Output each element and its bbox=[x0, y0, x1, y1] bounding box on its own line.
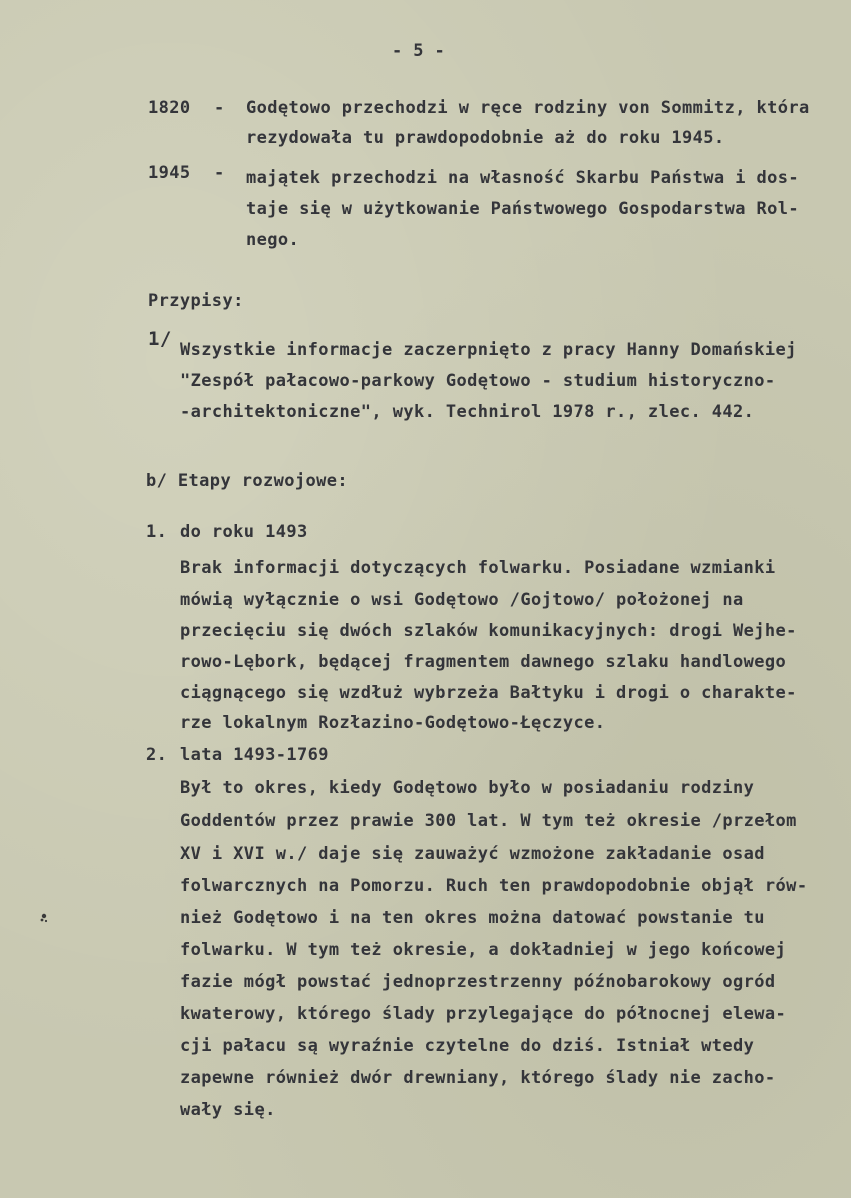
entry-line: rezydowała tu prawdopodobnie aż do roku 1945. bbox=[246, 128, 725, 148]
footnote-line: "Zespół pałacowo-parkowy Godętowo - studium historyczno- bbox=[180, 371, 776, 391]
stage-title: lata 1493-1769 bbox=[180, 745, 329, 765]
footnotes-heading: Przypisy: bbox=[148, 291, 244, 311]
stage-line: XV i XVI w./ daje się zauważyć wzmożone zakładanie osad bbox=[180, 844, 765, 864]
stage-title: do roku 1493 bbox=[180, 522, 308, 542]
stage-line: nież Godętowo i na ten okres można datować powstanie tu bbox=[180, 908, 765, 928]
ink-speck-mark bbox=[36, 910, 52, 926]
stage-line: Był to okres, kiedy Godętowo było w posiadaniu rodziny bbox=[180, 778, 755, 798]
stage-line: Brak informacji dotyczących folwarku. Posiadane wzmianki bbox=[180, 558, 776, 578]
stage-line: folwarcznych na Pomorzu. Ruch ten prawdopodobnie objął rów- bbox=[180, 876, 808, 896]
stage-line: Goddentów przez prawie 300 lat. W tym też okresie /przełom bbox=[180, 811, 797, 831]
entry-line: nego. bbox=[246, 230, 300, 250]
stage-line: folwarku. W tym też okresie, a dokładniej w jego końcowej bbox=[180, 940, 787, 960]
stage-line: zapewne również dwór drewniany, którego ślady nie zacho- bbox=[180, 1068, 776, 1088]
stage-line: rowo-Lębork, będącej fragmentem dawnego szlaku handlowego bbox=[180, 652, 787, 672]
entry-dash: - bbox=[214, 98, 225, 118]
stage-line: mówią wyłącznie o wsi Godętowo /Gojtowo/ położonej na bbox=[180, 590, 744, 610]
page-number: - 5 - bbox=[392, 41, 446, 61]
stage-line: wały się. bbox=[180, 1100, 276, 1120]
stage-number: 2. bbox=[146, 745, 168, 765]
entry-line: taje się w użytkowanie Państwowego Gospodarstwa Rol- bbox=[246, 199, 800, 219]
stage-line: ciągnącego się wzdłuż wybrzeża Bałtyku i drogi o charakte- bbox=[180, 683, 797, 703]
entry-dash: - bbox=[214, 163, 225, 183]
entry-line: majątek przechodzi na własność Skarbu Państwa i dos- bbox=[246, 168, 800, 188]
entry-year-1945: 1945 bbox=[148, 163, 191, 183]
stage-line: rze lokalnym Rozłazino-Godętowo-Łęczyce. bbox=[180, 713, 606, 733]
stage-line: przecięciu się dwóch szlaków komunikacyjnych: drogi Wejhe- bbox=[180, 621, 797, 641]
stage-line: cji pałacu są wyraźnie czytelne do dziś. Istniał wtedy bbox=[180, 1036, 755, 1056]
footnote-marker: 1/ bbox=[148, 328, 172, 350]
stage-number: 1. bbox=[146, 522, 168, 542]
footnote-line: -architektoniczne", wyk. Technirol 1978 r., zlec. 442. bbox=[180, 402, 755, 422]
entry-line: Godętowo przechodzi w ręce rodziny von Sommitz, która bbox=[246, 98, 810, 118]
section-heading: b/ Etapy rozwojowe: bbox=[146, 471, 349, 491]
stage-line: fazie mógł powstać jednoprzestrzenny późnobarokowy ogród bbox=[180, 972, 776, 992]
footnote-line: Wszystkie informacje zaczerpnięto z pracy Hanny Domańskiej bbox=[180, 340, 797, 360]
entry-year-1820: 1820 bbox=[148, 98, 191, 118]
stage-line: kwaterowy, którego ślady przylegające do północnej elewa- bbox=[180, 1004, 787, 1024]
